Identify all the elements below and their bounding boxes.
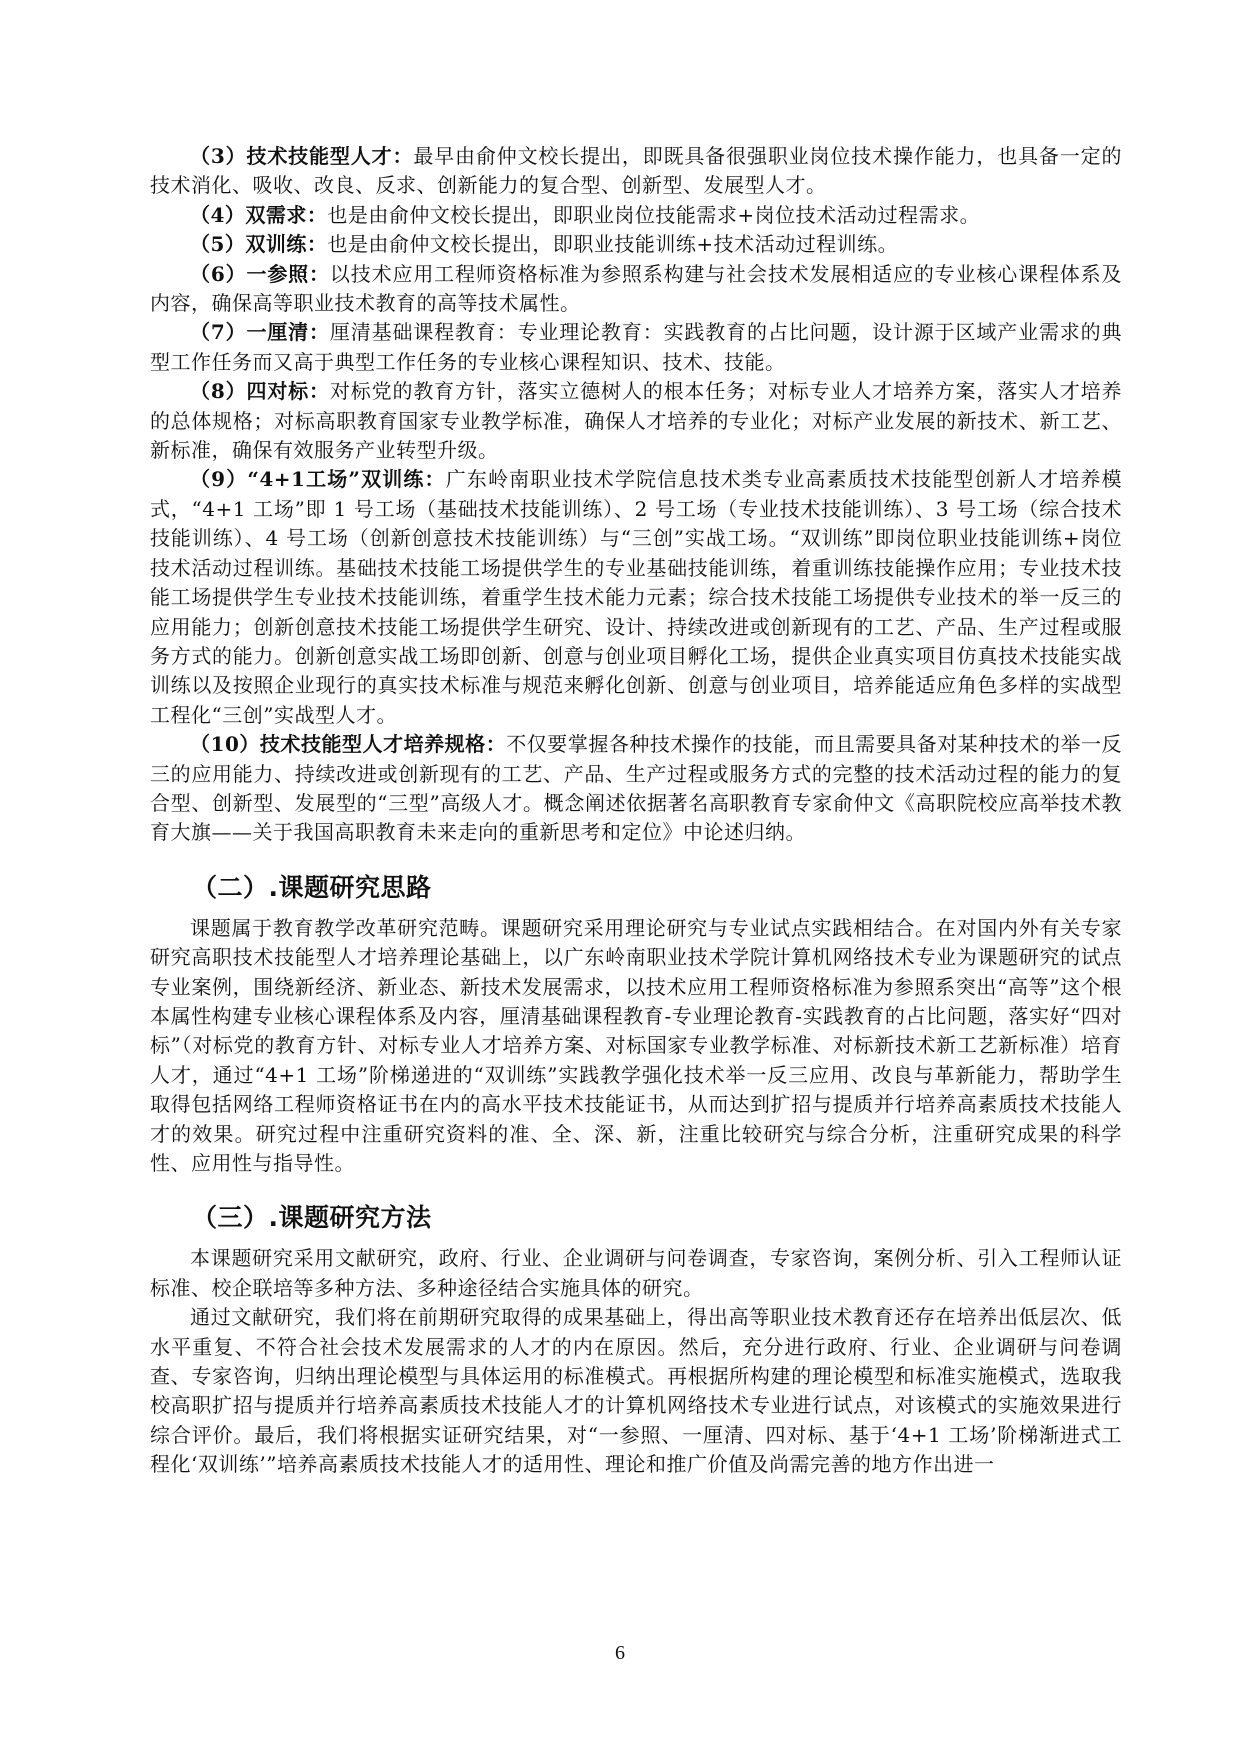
definition-text: 厘清基础课程教育：专业理论教育：实践教育的占比问题，设计源于区域产业需求的典型工作任务而又高于典型工作任务的专业核心课程知识、技术、技能。: [150, 320, 1123, 374]
definition-term: （5）双训练：: [190, 232, 328, 257]
definition-text: 也是由俞仲文校长提出，即职业技能训练+技术活动过程训练。: [327, 232, 899, 257]
research-methods-paragraph: 本课题研究采用文献研究，政府、行业、企业调研与问卷调查，专家咨询，案例分析、引入工程师认证标准、校企联培等多种方法、多种途径结合实施具体的研究。: [150, 1246, 1122, 1300]
research-approach-paragraph: 课题属于教育教学改革研究范畴。课题研究采用理论研究与专业试点实践相结合。在对国内外有关专家研究高职技术技能型人才培养理论基础上，以广东岭南职业技术学院计算机网络技术专业为课题研究的试点专业案例，围绕新经济、新业态、新技术发展需求，以技术应用工程师资格标准为参照系突出“高等”这个根本属性构建专业核心课程体系及内容，厘清基础课程教育-专业理论教育-实践教育的占比问题，落实好“四对标”（对标党的教育方针、对标专业人才培养方案、对标国家专业教学标准、对标新技术新工艺新标准）培育人才，通过“4+1 工场”阶梯递进的“双训练”实践教学强化技术举一反三应用、改良与革新能力，帮助学生取得包括网络工程师资格证书在内的高水平技术技能证书，从而达到扩招与提质并行培养高素质技术技能人才的效果。研究过程中注重研究资料的准、全、深、新，注重比较研究与综合分析，注重研究成果的科学性、应用性与指导性。: [150, 915, 1122, 1175]
definition-term: （8）四对标：: [190, 379, 330, 404]
definitions-list: [150, 142, 1122, 848]
definition-8: [150, 377, 1122, 465]
definition-text: 也是由俞仲文校长提出，即职业岗位技能需求+岗位技术活动过程需求。: [327, 202, 981, 227]
definition-text: 不仅要掌握各种技术操作的技能，而且需要具备对某种技术的举一反三的应用能力、持续改进或创新现有的工艺、产品、生产过程或服务方式的完整的技术活动过程的能力的复合型、创新型、发展型的“三型”高级人才。概念阐述依据著名高职教育专家俞仲文《高职院校应高举技术教育大旗——关于我国高职教育未来走向的重新思考和定位》中论述归纳。: [150, 732, 1122, 845]
definition-9: [150, 465, 1122, 730]
research-methods-paragraph: 通过文献研究，我们将在前期研究取得的成果基础上，得出高等职业技术教育还存在培养出低层次、低水平重复、不符合社会技术发展需求的人才的内在原因。然后，充分进行政府、行业、企业调研与问卷调查、专家咨询，归纳出理论模型与具体运用的标准模式。再根据所构建的理论模型和标准实施模式，选取我校高职扩招与提质并行培养高素质技术技能人才的计算机网络技术专业进行试点，对该模式的实施效果进行综合评价。最后，我们将根据实证研究结果，对“一参照、一厘清、四对标、基于‘4+1 工场’阶梯渐进式工程化‘双训练’”培养高素质技术技能人才的适用性、理论和推广价值及尚需完善的地方作出进一: [150, 1305, 1122, 1477]
definition-term: （9）“4+1工场”双训练：: [190, 467, 446, 492]
definition-text: 最早由俞仲文校长提出，即既具备很强职业岗位技术操作能力，也具备一定的技术消化、吸收、改良、反求、创新能力的复合型、创新型、发展型人才。: [150, 144, 1122, 198]
page-number: 6: [615, 1642, 625, 1664]
definition-4: [150, 201, 1122, 230]
section-heading-research-approach: （二）.课题研究思路: [192, 872, 432, 902]
definition-10: [150, 730, 1122, 848]
definition-term: （7）一厘清：: [190, 320, 330, 345]
definition-3: [150, 142, 1122, 201]
section-heading-research-methods: （三）.课题研究方法: [192, 1203, 432, 1233]
definition-term: （3）技术技能型人才：: [190, 144, 414, 168]
definition-term: （6）一参照：: [190, 261, 330, 286]
definition-6: [150, 260, 1122, 319]
definition-5: [150, 230, 1122, 259]
definition-7: [150, 318, 1122, 377]
definition-term: （10）技术技能型人才培养规格：: [190, 732, 507, 757]
definition-text: 对标党的教育方针，落实立德树人的根本任务；对标专业人才培养方案，落实人才培养的总体规格；对标高职教育国家专业教学标准，确保人才培养的专业化；对标产业发展的新技术、新工艺、新标准，确保有效服务产业转型升级。: [150, 379, 1123, 463]
page-content: [150, 142, 1122, 1480]
definition-term: （4）双需求：: [190, 202, 328, 227]
definition-text: 广东岭南职业技术学院信息技术类专业高素质技术技能型创新人才培养模式，“4+1 工场”即 1 号工场（基础技术技能训练）、2 号工场（专业技术技能训练）、3 号工场（综合技术技能训练）、4 号工场（创新创意技术技能训练）与“三创”实战工场。“双训练”即岗位职业技能训练+岗位技术活动过程训练。基础技术技能工场提供学生的专业基础技能训练，着重训练技能操作应用；专业技术技能工场提供学生专业技术技能训练，着重学生技术能力元素；综合技术技能工场提供专业技术的举一反三的应用能力；创新创意技术技能工场提供学生研究、设计、持续改进或创新现有的工艺、产品、生产过程或服务方式的能力。创新创意实战工场即创新、创意与创业项目孵化工场，提供企业真实项目仿真技术技能实战训练以及按照企业现行的真实技术标准与规范来孵化创新、创意与创业项目，培养能适应角色多样的实战型工程化“三创”实战型人才。: [150, 467, 1123, 727]
definition-text: 以技术应用工程师资格标准为参照系构建与社会技术发展相适应的专业核心课程体系及内容，确保高等职业技术教育的高等技术属性。: [150, 261, 1123, 316]
